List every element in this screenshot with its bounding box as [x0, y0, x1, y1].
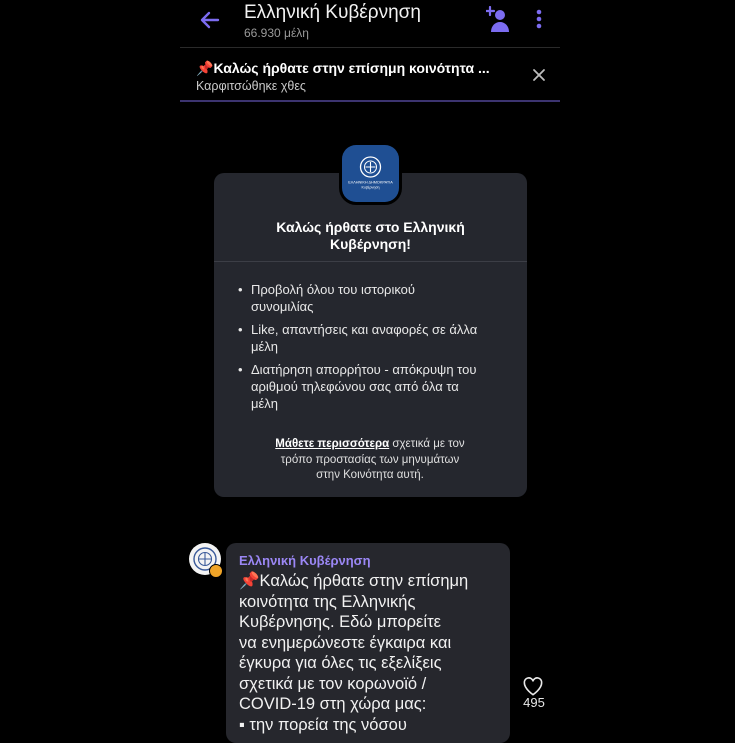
message-text: 📌Καλώς ήρθατε στην επίσημη κοινότητα της Ελληνικής Κυβέρνησης. Εδώ μπορείτε να ενημερώνεστε έγκαιρα και έγκυρα για όλες τις εξελίξεις σχετικά με τον κορωνοϊό / COVID-19 στη χώρα μας: ▪ την πορεία της νόσου: [239, 572, 469, 734]
more-options-icon[interactable]: [533, 8, 545, 30]
member-count: 66.930 μέλη: [244, 26, 309, 40]
like-count: 495: [523, 695, 545, 710]
svg-text:Κυβέρνηση: Κυβέρνηση: [361, 185, 380, 190]
back-arrow-icon[interactable]: [198, 8, 222, 32]
close-icon[interactable]: [531, 67, 547, 83]
pin-icon: 📌: [196, 60, 214, 76]
add-member-icon[interactable]: [486, 6, 510, 32]
pinned-divider: [180, 100, 560, 102]
chat-title[interactable]: Ελληνική Κυβέρνηση: [244, 2, 421, 23]
svg-text:ΕΛΛΗΝΙΚΗ ΔΗΜΟΚΡΑΤΙΑ: ΕΛΛΗΝΙΚΗ ΔΗΜΟΚΡΑΤΙΑ: [348, 180, 393, 185]
government-seal-icon: [342, 145, 399, 202]
welcome-title: Καλώς ήρθατε στο Ελληνική Κυβέρνηση!: [276, 219, 465, 252]
feature-item-history: • Προβολή όλου του ιστορικού συνομιλίας: [238, 282, 416, 314]
message-sender[interactable]: Ελληνική Κυβέρνηση: [239, 553, 371, 568]
community-logo: [342, 145, 399, 202]
pinned-timestamp: Καρφιτσώθηκε χθες: [196, 79, 306, 93]
learn-more-link[interactable]: Μάθετε περισσότερα: [275, 438, 390, 450]
admin-badge-icon: [209, 564, 223, 578]
privacy-note: Μάθετε περισσότερα σχετικά με τον τρόπο προστασίας των μηνυμάτων στην Κοινότητα αυτή.: [275, 438, 465, 481]
pinned-message-text[interactable]: 📌Καλώς ήρθατε στην επίσημη κοινότητα ...: [196, 60, 490, 76]
feature-item-likes: • Like, απαντήσεις και αναφορές σε άλλα μέλη: [238, 322, 478, 354]
heart-icon[interactable]: [522, 676, 544, 696]
feature-item-privacy: • Διατήρηση απορρήτου - απόκρυψη του αριθμού τηλεφώνου σας από όλα τα μέλη: [238, 362, 477, 411]
card-divider: [214, 261, 527, 262]
